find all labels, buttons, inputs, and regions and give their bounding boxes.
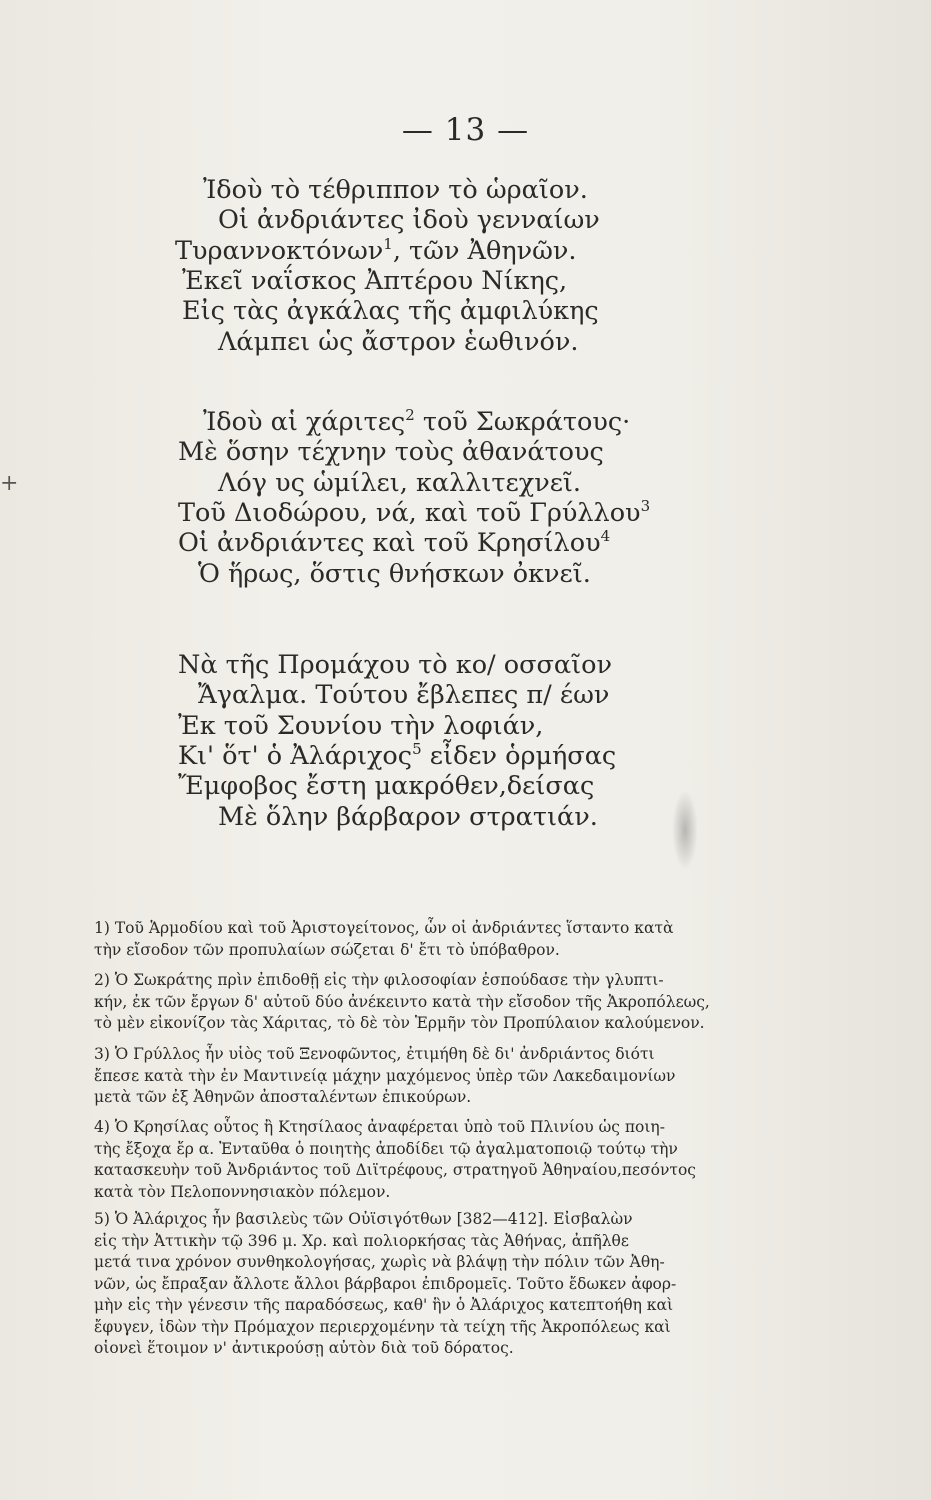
footnote (94, 1117, 838, 1203)
verse-text: Κι' ὅτ' ὁ Ἀλάριχος (178, 740, 413, 771)
verse-text: Μὲ ὅλην βάρβαρον στρατιάν. (218, 801, 598, 832)
footnote-line: τὴς ἔξοχα ἔρ α. Ἐνταῦθα ὁ ποιητὴς ἀποδίδει τῷ ἀγαλματοποιῷ τούτῳ τὴν (94, 1139, 678, 1158)
verse-line (178, 741, 616, 771)
verse-line (175, 236, 577, 266)
verse-line (178, 650, 612, 680)
verse-line (218, 802, 598, 832)
page-number: — 13 — (401, 112, 530, 148)
verse-text-continued: εἶδεν ὁρμήσας (421, 740, 617, 771)
verse-text: Νὰ τῆς Προμάχου τὸ κο/ οσσαῖον (178, 650, 612, 680)
footnote-line: 3) Ὁ Γρύλλος ἦν υἱὸς τοῦ Ξενοφῶντος, ἐτιμήθη δὲ δι' ἀνδριάντος διότι (94, 1045, 655, 1063)
footnote-marker: 2 (405, 406, 415, 424)
verse-text: Ἐκ τοῦ Σουνίου τὴν λοφιάν, (178, 710, 544, 741)
footnote-marker: 4 (600, 527, 611, 546)
verse-line (178, 498, 650, 528)
footnote-marker: 5 (412, 739, 422, 758)
verse-text: Εἰς τὰς ἀγκάλας τῆς ἀμφιλύκης (182, 296, 599, 327)
verse-text: Ὁ ἥρως, ὅστις θνήσκων ὀκνεῖ. (198, 558, 591, 589)
footnote-line: οἱονεὶ ἕτοιμον ν' ἀντικρούσῃ αὐτὸν διὰ τοῦ δόρατος. (94, 1339, 514, 1357)
verse-text: Λόγ υς ὡμίλει, καλλιτεχνεῖ. (218, 467, 582, 498)
margin-mark: + (0, 471, 19, 496)
verse-line (218, 468, 581, 498)
footnote-line: μετά τινα χρόνον συνθηκολογήσας, χωρὶς νὰ βλάψῃ τὴν πόλιν τῶν Ἀθη- (94, 1253, 665, 1271)
ink-smudge (672, 790, 698, 870)
verse-line (198, 559, 591, 589)
verse-line (203, 175, 588, 205)
verse-line (203, 407, 630, 437)
footnote-line: κατασκευὴν τοῦ Ἀνδριάντος τοῦ Διϊτρέφους, στρατηγοῦ Ἀθηναίου,πεσόντος (94, 1161, 696, 1179)
verse-line (182, 266, 567, 296)
verse-line (218, 205, 600, 235)
footnote-line: κατὰ τὸν Πελοποννησιακὸν πόλεμον. (94, 1182, 391, 1201)
footnote-line: τὴν εἴσοδον τῶν προπυλαίων σώζεται δ' ἔτι τὸ ὑπόβαθρον. (94, 940, 560, 959)
verse-text: Ἄγαλμα. Τούτου ἔβλεπες π/ έων (198, 680, 610, 711)
footnote (94, 918, 838, 961)
verse-text: Τυραννοκτόνων (175, 235, 384, 266)
footnote-marker: 3 (640, 496, 651, 515)
footnote-line: 5) Ὁ Ἀλάριχος ἦν βασιλεὺς τῶν Οὐϊσιγότθων [382—412]. Εἰσβαλὼν (94, 1210, 633, 1228)
footnote-line: 2) Ὁ Σωκράτης πρὶν ἐπιδοθῇ εἰς τὴν φιλοσοφίαν ἐσπούδασε τὴν γλυπτι- (94, 971, 664, 989)
footnote-line: νῶν, ὡς ἔπραξαν ἄλλοτε ἄλλοι βάρβαροι ἐπιδρομεῖς. Τοῦτο ἔδωκεν ἀφορ- (94, 1274, 677, 1293)
verse-text-continued: , τῶν Ἀθηνῶν. (392, 235, 577, 266)
verse-text: Οἱ ἀνδριάντες ἰδοὺ γενναίων (218, 205, 600, 236)
footnote-line: 1) Τοῦ Ἁρμοδίου καὶ τοῦ Ἀριστογείτονος, ὧν οἱ ἀνδριάντες ἵσταντο κατὰ (94, 919, 674, 937)
verse-text: Οἱ ἀνδριάντες καὶ τοῦ Κρησίλου (178, 528, 601, 559)
verse-text: Μὲ ὅσην τέχνην τοὺς ἀθανάτους (178, 437, 604, 468)
verse-line (178, 711, 543, 741)
verse-line (182, 296, 599, 326)
footnote-marker: 1 (383, 234, 393, 253)
verse-text: Τοῦ Διοδώρου, νά, καὶ τοῦ Γρύλλου (178, 497, 641, 528)
footnote-line: μὴν εἰς τὴν γένεσιν τῆς παραδόσεως, καθ' ἣν ὁ Ἀλάριχος κατεπτοήθη καὶ (94, 1296, 674, 1314)
verse-line (198, 680, 609, 710)
footnote-line: ἔφυγεν, ἰδὼν τὴν Πρόμαχον περιερχομένην τὰ τείχη τῆς Ἀκροπόλεως καὶ (94, 1317, 671, 1336)
footnote (94, 970, 838, 1035)
footnote (94, 1044, 838, 1109)
verse-line (218, 327, 578, 357)
verse-line (178, 437, 604, 467)
footnote-line: 4) Ὁ Κρησίλας οὗτος ἢ Κτησίλαος ἀναφέρεται ὑπὸ τοῦ Πλινίου ὡς ποιη- (94, 1118, 665, 1136)
verse-line (178, 528, 610, 558)
footnote (94, 1209, 838, 1360)
verse-text: Ἐκεῖ ναΐσκος Ἀπτέρου Νίκης, (182, 265, 568, 296)
footnote-line: κήν, ἐκ τῶν ἔργων δ' αὐτοῦ δύο ἀνέκειντο κατὰ τὴν εἴσοδον τῆς Ἀκροπόλεως, (94, 992, 710, 1011)
footnote-line: μετὰ τῶν ἐξ Ἀθηνῶν ἀποσταλέντων ἐπικούρων. (94, 1088, 472, 1106)
footnote-line: εἰς τὴν Ἀττικὴν τῷ 396 μ. Χρ. καὶ πολιορκήσας τὰς Ἀθήνας, ἀπῆλθε (94, 1231, 629, 1250)
verse-text-continued: τοῦ Σωκράτους· (414, 407, 631, 437)
verse-text: Λάμπει ὡς ἄστρον ἑωθινόν. (218, 326, 579, 357)
footnote-line: ἔπεσε κατὰ τὴν ἐν Μαντινείᾳ μάχην μαχόμενος ὑπὲρ τῶν Λακεδαιμονίων (94, 1066, 676, 1085)
verse-text: Ἔμφοβος ἔστη μακρόθεν,δείσας (178, 771, 595, 802)
footnote-line: τὸ μὲν εἰκονίζον τὰς Χάριτας, τὸ δὲ τὸν Ἑρμῆν τὸν Προπύλαιον καλούμενον. (94, 1014, 705, 1032)
verse-text: Ἰδοὺ αἱ χάριτες (203, 407, 406, 437)
verse-line (178, 771, 594, 801)
verse-text: Ἰδοὺ τὸ τέθριππον τὸ ὡραῖον. (203, 175, 588, 205)
